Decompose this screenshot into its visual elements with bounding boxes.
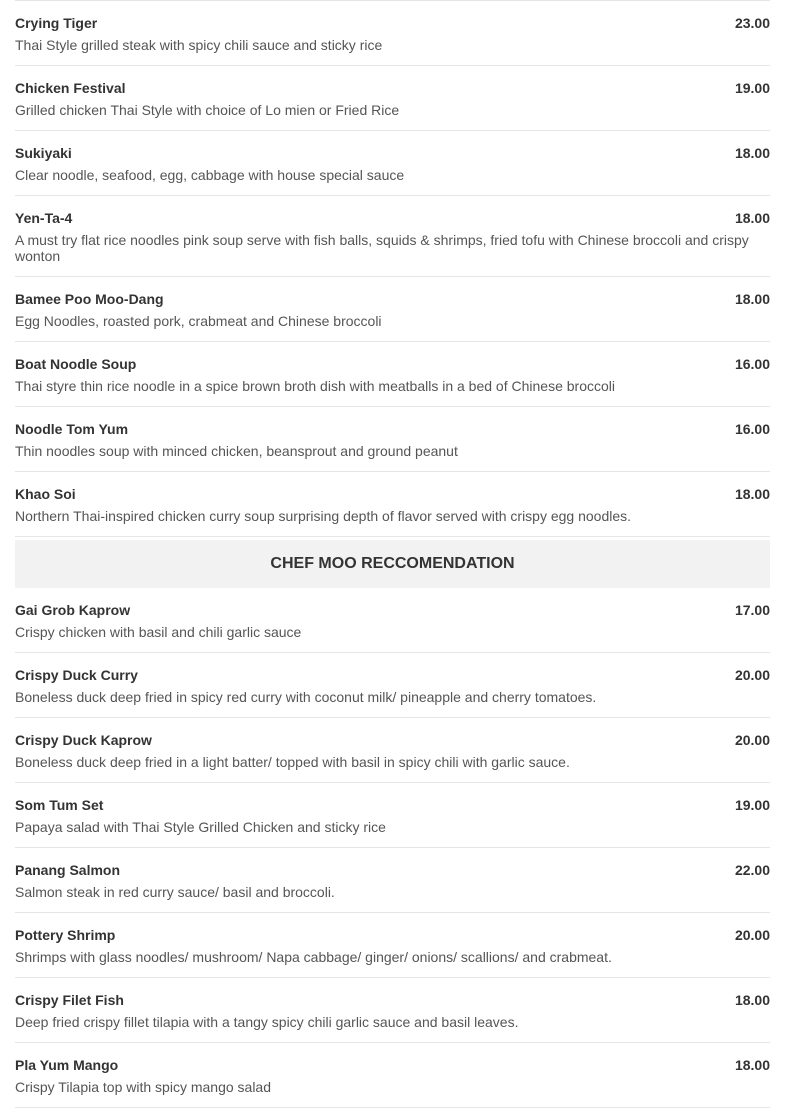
menu-item-description: A must try flat rice noodles pink soup serve with fish balls, squids & shrimps, fried tofu with Chinese broccoli and crispy wonton [15,232,749,264]
menu-item-description: Thin noodles soup with minced chicken, beansprout and ground peanut [15,443,458,459]
menu-item-description: Boneless duck deep fried in spicy red curry with coconut milk/ pineapple and cherry tomatoes. [15,689,597,705]
menu-item [15,978,770,1043]
menu-item-header [15,485,770,503]
menu-item-price: 20.00 [734,927,770,943]
menu-item-description: Clear noodle, seafood, egg, cabbage with house special sauce [15,167,405,183]
menu-item-name: Crying Tiger [15,15,98,31]
menu-item-header [15,1056,770,1074]
menu-item-price: 19.00 [734,80,770,96]
menu-item-description: Thai styre thin rice noodle in a spice brown broth dish with meatballs in a bed of Chinese broccoli [15,378,615,394]
menu-item-header [15,731,770,749]
menu-item-description: Shrimps with glass noodles/ mushroom/ Napa cabbage/ ginger/ onions/ scallions/ and crabmeat. [15,949,612,965]
menu-item-header [15,209,770,227]
menu-item [15,913,770,978]
menu-item-name: Som Tum Set [15,797,104,813]
menu-item [15,718,770,783]
menu-item [15,342,770,407]
menu-item-price: 18.00 [734,486,770,502]
menu-item-name: Chicken Festival [15,80,126,96]
menu-item [15,783,770,848]
menu-item [15,66,770,131]
menu-item-header [15,355,770,373]
menu-item-header [15,144,770,162]
menu-item-header [15,290,770,308]
menu-item-name: Crispy Duck Curry [15,667,138,683]
menu-item-name: Yen-Ta-4 [15,210,73,226]
menu-item-price: 23.00 [734,15,770,31]
menu-item-name: Boat Noodle Soup [15,356,137,372]
menu-item-name: Gai Grob Kaprow [15,602,131,618]
menu-item-header [15,601,770,619]
menu-item-header [15,991,770,1009]
menu-item-description: Thai Style grilled steak with spicy chili sauce and sticky rice [15,37,383,53]
menu-item [15,277,770,342]
menu-item-price: 18.00 [734,210,770,226]
menu-item [15,588,770,653]
menu-item-price: 18.00 [734,145,770,161]
menu-item-price: 17.00 [734,602,770,618]
menu-item-price: 22.00 [734,862,770,878]
menu-item [15,196,770,277]
menu-item-description: Crispy Tilapia top with spicy mango salad [15,1079,272,1095]
menu-item [15,407,770,472]
menu-item-description: Northern Thai-inspired chicken curry soup surprising depth of flavor served with crispy egg noodles. [15,508,632,524]
menu-item-header [15,796,770,814]
menu-group [15,1,770,537]
menu-item [15,653,770,718]
menu-item [15,1,770,66]
menu-item-name: Crispy Filet Fish [15,992,124,1008]
menu-item-price: 20.00 [734,667,770,683]
menu-item-header [15,861,770,879]
menu-item-price: 16.00 [734,421,770,437]
menu-item-description: Salmon steak in red curry sauce/ basil and broccoli. [15,884,335,900]
menu-item-price: 18.00 [734,1057,770,1073]
menu-item-price: 16.00 [734,356,770,372]
menu-item-price: 18.00 [734,291,770,307]
menu-item-header [15,14,770,32]
menu-item-name: Panang Salmon [15,862,121,878]
menu-item-header [15,926,770,944]
menu-group [15,588,770,1108]
menu-item-description: Grilled chicken Thai Style with choice of Lo mien or Fried Rice [15,102,400,118]
menu-item-header [15,79,770,97]
menu-item [15,131,770,196]
menu-item-name: Khao Soi [15,486,76,502]
menu-item-description: Boneless duck deep fried in a light batter/ topped with basil in spicy chili with garlic sauce. [15,754,570,770]
menu-item [15,848,770,913]
section-header: CHEF MOO RECCOMENDATION [15,540,770,588]
menu-item-description: Deep fried crispy fillet tilapia with a tangy spicy chili garlic sauce and basil leaves. [15,1014,519,1030]
menu-item-price: 18.00 [734,992,770,1008]
menu-item-name: Noodle Tom Yum [15,421,129,437]
menu-item-price: 19.00 [734,797,770,813]
menu-item-name: Sukiyaki [15,145,72,161]
menu-item [15,1043,770,1108]
menu-item-name: Bamee Poo Moo-Dang [15,291,164,307]
menu-item-price: 20.00 [734,732,770,748]
menu-item-name: Crispy Duck Kaprow [15,732,152,748]
menu-item-header [15,666,770,684]
menu-item-name: Pottery Shrimp [15,927,116,943]
menu-list [15,0,770,1108]
menu-item [15,472,770,537]
menu-item-description: Papaya salad with Thai Style Grilled Chicken and sticky rice [15,819,386,835]
menu-item-description: Egg Noodles, roasted pork, crabmeat and Chinese broccoli [15,313,382,329]
menu-item-header [15,420,770,438]
menu-item-description: Crispy chicken with basil and chili garlic sauce [15,624,302,640]
menu-item-name: Pla Yum Mango [15,1057,119,1073]
